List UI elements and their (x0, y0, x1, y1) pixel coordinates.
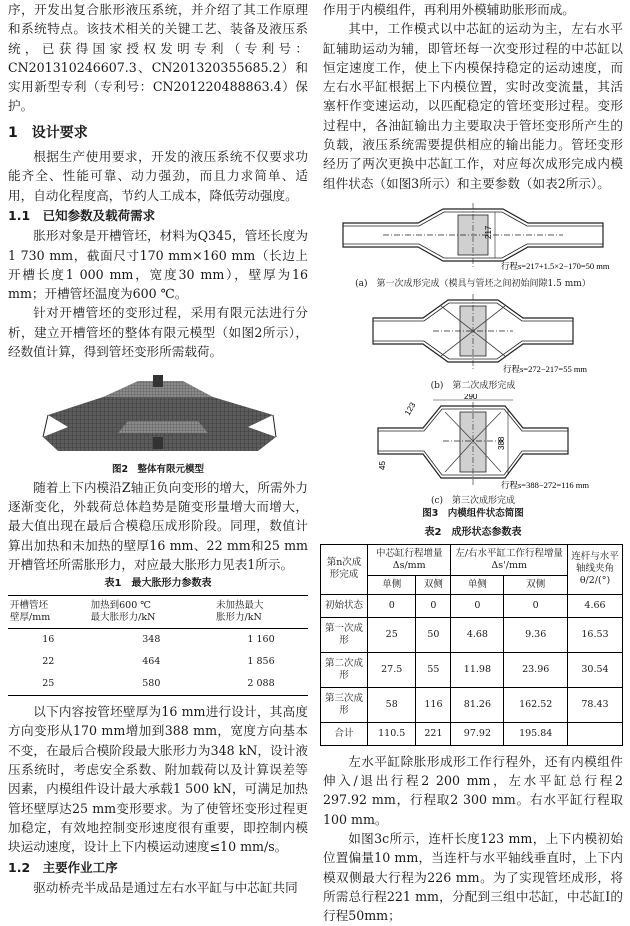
table-cell: 25 (42, 678, 55, 690)
fem-model-image (8, 367, 308, 457)
figure-2-fem-model (8, 367, 308, 475)
table-cell: 78.43 (568, 687, 623, 722)
die-state-c-drawing (323, 394, 623, 490)
table-cell: 55 (416, 652, 451, 687)
paragraph-design-basis: 以下内容按管坯壁厚为16 mm进行设计，其高度方向变形从170 mm增加到388 mm，宽度方向基本不变，在最后合模阶段最大胀形力为348 kN，设计液压系统时，考虑安全系数、附加载荷以及计算误差等因素，内模组件设计最大承载1 500 kN，可满足加热管坯壁厚达25 mm变形要求。为了使管坯变形过程更加稳定，有效地控制变形速度很有重要，即控制内模块运动速度，设计上下内模运动速度≤10 mm/s。 (8, 704, 308, 855)
intro-paragraph: 序，开发出复合胀形液压系统，并介绍了其工作原理和系统特点。该技术相关的关键工艺、装备及液压系统，已获得国家授权发明专利（专利号：CN201310246607.3、CN201320355685.2）和实用新型专利（专利号：CN201220488863.4）保护。 (8, 2, 308, 114)
table-1-header-heated: 加热到600 ℃ 最大胀形力/kN (89, 596, 214, 629)
die-state-a-drawing (323, 199, 623, 273)
dim-label-a: 217 (484, 225, 493, 239)
table-2-header-angle: 连杆与水平轴线夹角θ/2/(°) (568, 544, 623, 594)
paragraph-working-mode: 其中，工作模式以中芯缸的运动为主，左右水平缸辅助运动为辅，即管坯每一次变形过程的中芯缸以恒定速度工作，使上下内模保持稳定的运动速度，而左右水平缸根据上下内模位置，实时改变流量，其活塞杆作变速运动，以匹配稳定的管坯变形过程。变形过程中，各油缸输出力主要取决于管坯变形所产生的负载，液压系统需要提供相应的输出能力。管坯变形经历了两次更换中芯缸工作，对应每次成形完成内模组件状态（如图3所示）和主要参数（如表2所示）。 (323, 21, 623, 191)
table-row (321, 687, 623, 722)
table-cell: 1 160 (247, 634, 275, 646)
paragraph-requirements: 根据生产使用要求，开发的液压系统不仅要求功能齐全、性能可靠、动力强劲，而且力求简单、适用，自动化程度高，节约人工成本，降低劳动强度。 (8, 149, 308, 203)
table-cell: 初始状态 (321, 594, 368, 617)
table-cell: 221 (416, 722, 451, 745)
table-cell: 58 (368, 687, 416, 722)
table-1-header-thickness: 开槽管坯 壁厚/mm (8, 596, 89, 629)
paragraph-blank-description: 胀形对象是开槽管坯，材料为Q345，管坯长度为1 730 mm，截面尺寸170 mm×160 mm（长边上开槽长度1 000 mm，宽度30 mm），壁厚为16 mm；开槽管坯温度为600 ℃。 (8, 228, 308, 302)
table-1-max-force (8, 595, 308, 696)
table-cell: 580 (142, 678, 161, 690)
table-2-caption: 表2 成形状态参数表 (424, 526, 522, 538)
table-2-header-single: 单侧 (451, 575, 504, 594)
section-heading-design-requirements: 1 设计要求 (8, 124, 88, 141)
paragraph-left-cylinder-stroke: 左水平缸除胀形成形工作行程外，还有内模组件伸入/退出行程2 200 mm，左水平缸总行程2 297.92 mm，行程取2 300 mm。右水平缸行程取100 mm。 (323, 753, 623, 827)
table-row (321, 722, 623, 745)
die-state-b-drawing (323, 292, 623, 374)
table-cell: 110.5 (368, 722, 416, 745)
right-column (323, 0, 623, 926)
dim-label-c-top: 290 (464, 393, 478, 401)
table-cell: 81.26 (451, 687, 504, 722)
left-column (8, 0, 308, 897)
table-2-header-single: 单侧 (368, 575, 416, 594)
table-cell: 0 (416, 594, 451, 617)
table-cell: 25 (368, 617, 416, 652)
table-cell: 第三次成形 (321, 687, 368, 722)
table-2-header-lr-cylinder: 左/右水平缸工作行程增量Δs'/mm (451, 544, 568, 575)
figure-3c-caption: (c) 第三次成形完成 (430, 495, 516, 506)
table-cell: 27.5 (368, 652, 416, 687)
table-2-forming-states (320, 544, 623, 746)
stroke-label-c: 行程s=388−272=116 mm (501, 479, 589, 490)
stroke-label-b: 行程s=272−217=55 mm (503, 364, 588, 375)
table-cell: 9.36 (504, 617, 568, 652)
table-2-header-stage: 第n次成形完成 (321, 544, 368, 594)
paragraph-continued: 作用于内模组件，再利用外模辅助胀形而成。 (323, 2, 575, 17)
table-cell: 4.68 (451, 617, 504, 652)
subsection-heading-parameters: 1.1 已知参数及载荷需求 (8, 207, 156, 223)
subsection-heading-process: 1.2 主要作业工序 (8, 859, 118, 875)
table-cell: 23.96 (504, 652, 568, 687)
figure-2-caption: 图2 整体有限元模型 (111, 463, 205, 475)
stroke-label-a: 行程s=217+1.5×2−170=50 mm (501, 260, 610, 271)
table-cell (568, 722, 623, 745)
figure-3-caption: 图3 内模组件状态简图 (422, 507, 524, 519)
table-cell: 348 (142, 634, 161, 646)
table-cell: 合计 (321, 722, 368, 745)
table-row (321, 594, 623, 617)
table-2-header-double: 双侧 (416, 575, 451, 594)
paragraph-linkage: 如图3c所示，连杆长度123 mm，上下内模初始位置偏量10 mm，当连杆与水平轴线垂直时，上下内模双侧最大行程为226 mm。为了实现管坯成形，将所需总行程221 mm，分配到三组中芯缸，中芯缸Ⅰ的行程50mm； (323, 831, 623, 924)
table-cell: 162.52 (504, 687, 568, 722)
table-2-header-double: 双侧 (504, 575, 568, 594)
table-row (321, 652, 623, 687)
table-cell: 50 (416, 617, 451, 652)
figure-3b-caption: (b) 第二次成形完成 (430, 380, 516, 391)
paragraph-process-start: 驱动桥壳半成品是通过左右水平缸与中芯缸共同 (33, 879, 298, 895)
table-2-header-core-cylinder: 中芯缸行程增量Δs/mm (368, 544, 451, 575)
table-cell: 464 (142, 656, 161, 668)
table-cell: 16.53 (568, 617, 623, 652)
table-cell: 0 (504, 594, 568, 617)
table-cell: 0 (451, 594, 504, 617)
paragraph-fem-intro: 针对开槽管坯的变形过程，采用有限元法进行分析，建立开槽管坯的整体有限元模型（如图2所示），经数值计算，得到管坯变形所需载荷。 (8, 305, 308, 360)
dim-label-c-right: 388 (497, 436, 506, 450)
table-cell: 11.98 (451, 652, 504, 687)
table-row (8, 629, 308, 652)
table-cell: 第二次成形 (321, 652, 368, 687)
table-cell: 2 088 (247, 678, 275, 690)
figure-3a-caption: (a) 第一次成形完成（模具与管坯之间初始间隙1.5 mm） (355, 279, 591, 290)
table-cell: 30.54 (568, 652, 623, 687)
table-1-caption: 表1 最大胀形力参数表 (104, 578, 212, 590)
table-cell: 116 (416, 687, 451, 722)
table-cell: 16 (42, 634, 55, 646)
table-cell: 195.84 (504, 722, 568, 745)
table-cell: 97.92 (451, 722, 504, 745)
table-cell: 1 856 (247, 656, 275, 668)
table-row (8, 673, 308, 696)
table-cell: 22 (42, 656, 55, 668)
table-cell: 第一次成形 (321, 617, 368, 652)
table-row (8, 651, 308, 673)
table-1-header-unheated: 未加热最大 胀形力/kN (214, 596, 308, 629)
table-cell: 4.66 (568, 594, 623, 617)
figure-3-die-states (323, 199, 623, 520)
paragraph-load-trend: 随着上下内模沿Z轴正负向变形的增大，所需外力逐渐变化，外载荷总体趋势是随变形量增大而增大，最大值出现在最后合模稳压成形阶段。同理，数值计算出加热和未加热的壁厚16 mm、22 mm和25 mm开槽管坯所需胀形力，对应最大胀形力见表1所示。 (8, 479, 308, 572)
dim-label-c-left: 123 (402, 400, 418, 417)
table-row (321, 617, 623, 652)
dim-label-c-low: 45 (378, 460, 387, 470)
table-cell: 0 (368, 594, 416, 617)
